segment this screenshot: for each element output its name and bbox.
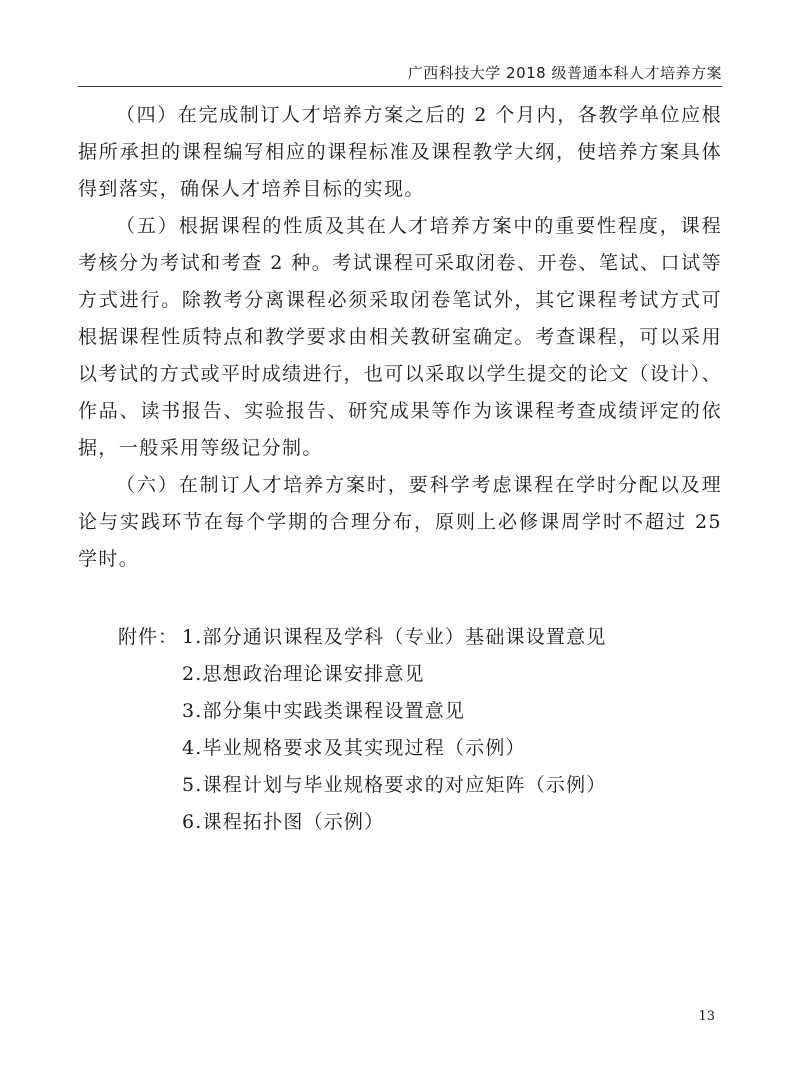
attachments-list	[118, 619, 607, 841]
attachment-row	[118, 693, 607, 730]
attachment-item: 3.部分集中实践类课程设置意见	[182, 700, 466, 722]
attachment-row	[118, 767, 607, 804]
attachment-row	[118, 619, 607, 656]
attachment-row	[118, 730, 607, 767]
attachments-label: 附件：	[118, 626, 179, 648]
paragraph-section-4: （四）在完成制订人才培养方案之后的 2 个月内，各教学单位应根据所承担的课程编写相应的课程标准及课程教学大纲，使培养方案具体得到落实，确保人才培养目标的实现。	[78, 104, 722, 200]
attachment-row	[118, 804, 607, 841]
page-number: 13	[698, 1009, 715, 1024]
attachment-item: 2.思想政治理论课安排意见	[182, 663, 425, 685]
header-divider	[78, 86, 722, 87]
attachment-item: 6.课程拓扑图（示例）	[182, 811, 385, 833]
attachment-item: 5.课程计划与毕业规格要求的对应矩阵（示例）	[182, 774, 607, 796]
paragraph-section-6: （六）在制订人才培养方案时，要科学考虑课程在学时分配以及理论与实践环节在每个学期的合理分布，原则上必修课周学时不超过 25 学时。	[78, 474, 722, 570]
paragraph-section-5: （五）根据课程的性质及其在人才培养方案中的重要性程度，课程考核分为考试和考查 2 种。考试课程可采取闭卷、开卷、笔试、口试等方式进行。除教考分离课程必须采取闭卷笔试外，其它课程考试方式可根据课程性质特点和教学要求由相关教研室确定。考查课程，可以采用以考试的方式或平时成绩进行，也可以采取以学生提交的论文（设计）、作品、读书报告、实验报告、研究成果等作为该课程考查成绩评定的依据，一般采用等级记分制。	[78, 215, 722, 459]
attachment-item: 1.部分通识课程及学科（专业）基础课设置意见	[182, 626, 607, 648]
attachment-item: 4.毕业规格要求及其实现过程（示例）	[182, 737, 526, 759]
document-body	[78, 97, 722, 578]
page-header-title: 广西科技大学 2018 级普通本科人才培养方案	[407, 64, 722, 82]
attachment-row	[118, 656, 607, 693]
